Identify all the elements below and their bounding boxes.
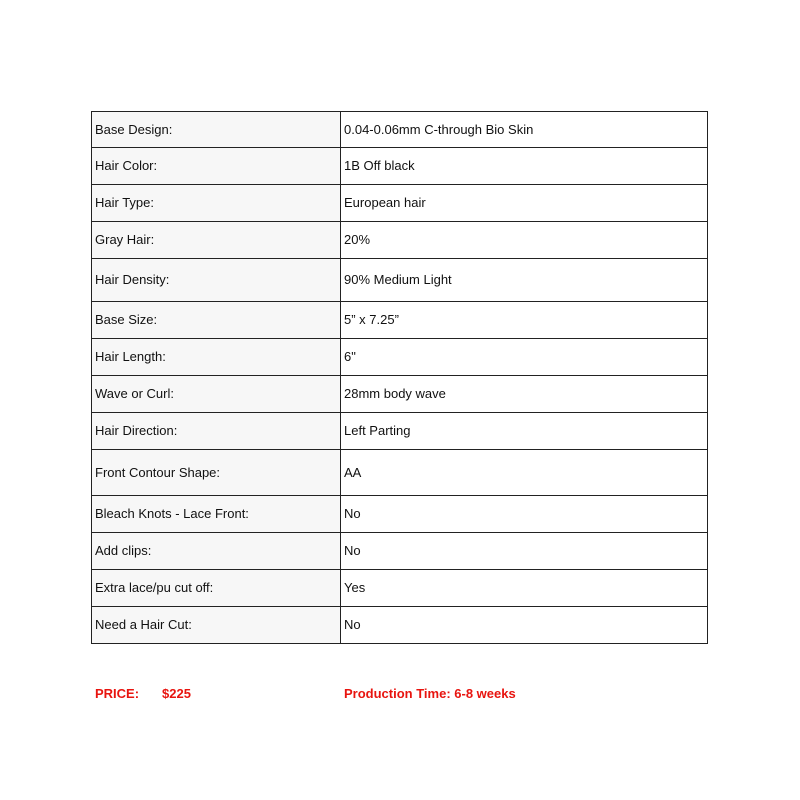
- table-row: [92, 339, 708, 376]
- spec-label-wave-or-curl: Wave or Curl:: [92, 376, 341, 413]
- spec-label-gray-hair: Gray Hair:: [92, 222, 341, 259]
- spec-label-need-hair-cut: Need a Hair Cut:: [92, 607, 341, 644]
- spec-label-hair-color: Hair Color:: [92, 148, 341, 185]
- price-row: [95, 686, 715, 702]
- spec-value-add-clips: No: [341, 533, 708, 570]
- spec-label-add-clips: Add clips:: [92, 533, 341, 570]
- table-row: [92, 259, 708, 302]
- table-row: [92, 450, 708, 496]
- spec-value-hair-direction: Left Parting: [341, 413, 708, 450]
- table-row: [92, 413, 708, 450]
- spec-value-gray-hair: 20%: [341, 222, 708, 259]
- price-label: PRICE:: [95, 686, 140, 701]
- table-row: [92, 148, 708, 185]
- spec-value-hair-type: European hair: [341, 185, 708, 222]
- spec-value-need-hair-cut: No: [341, 607, 708, 644]
- table-row: [92, 185, 708, 222]
- spec-label-base-design: Base Design:: [92, 112, 341, 148]
- spec-label-base-size: Base Size:: [92, 302, 341, 339]
- spec-value-wave-or-curl: 28mm body wave: [341, 376, 708, 413]
- spec-value-hair-color: 1B Off black: [341, 148, 708, 185]
- table-row: [92, 607, 708, 644]
- spec-value-hair-length: 6": [341, 339, 708, 376]
- spec-label-front-contour-shape: Front Contour Shape:: [92, 450, 341, 496]
- spec-value-base-size: 5” x 7.25”: [341, 302, 708, 339]
- spec-label-bleach-knots: Bleach Knots - Lace Front:: [92, 496, 341, 533]
- table-row: [92, 112, 708, 148]
- spec-label-hair-type: Hair Type:: [92, 185, 341, 222]
- spec-value-base-design: 0.04-0.06mm C-through Bio Skin: [341, 112, 708, 148]
- table-row: [92, 222, 708, 259]
- production-time: Production Time: 6-8 weeks: [344, 686, 516, 701]
- price-value: $225: [162, 686, 191, 701]
- table-row: [92, 570, 708, 607]
- spec-label-hair-density: Hair Density:: [92, 259, 341, 302]
- spec-value-extra-lace-cut-off: Yes: [341, 570, 708, 607]
- table-row: [92, 302, 708, 339]
- table-row: [92, 496, 708, 533]
- spec-table: [91, 111, 708, 644]
- spec-value-hair-density: 90% Medium Light: [341, 259, 708, 302]
- spec-label-hair-direction: Hair Direction:: [92, 413, 341, 450]
- table-row: [92, 376, 708, 413]
- spec-label-hair-length: Hair Length:: [92, 339, 341, 376]
- spec-value-front-contour-shape: AA: [341, 450, 708, 496]
- table-row: [92, 533, 708, 570]
- spec-value-bleach-knots: No: [341, 496, 708, 533]
- spec-label-extra-lace-cut-off: Extra lace/pu cut off:: [92, 570, 341, 607]
